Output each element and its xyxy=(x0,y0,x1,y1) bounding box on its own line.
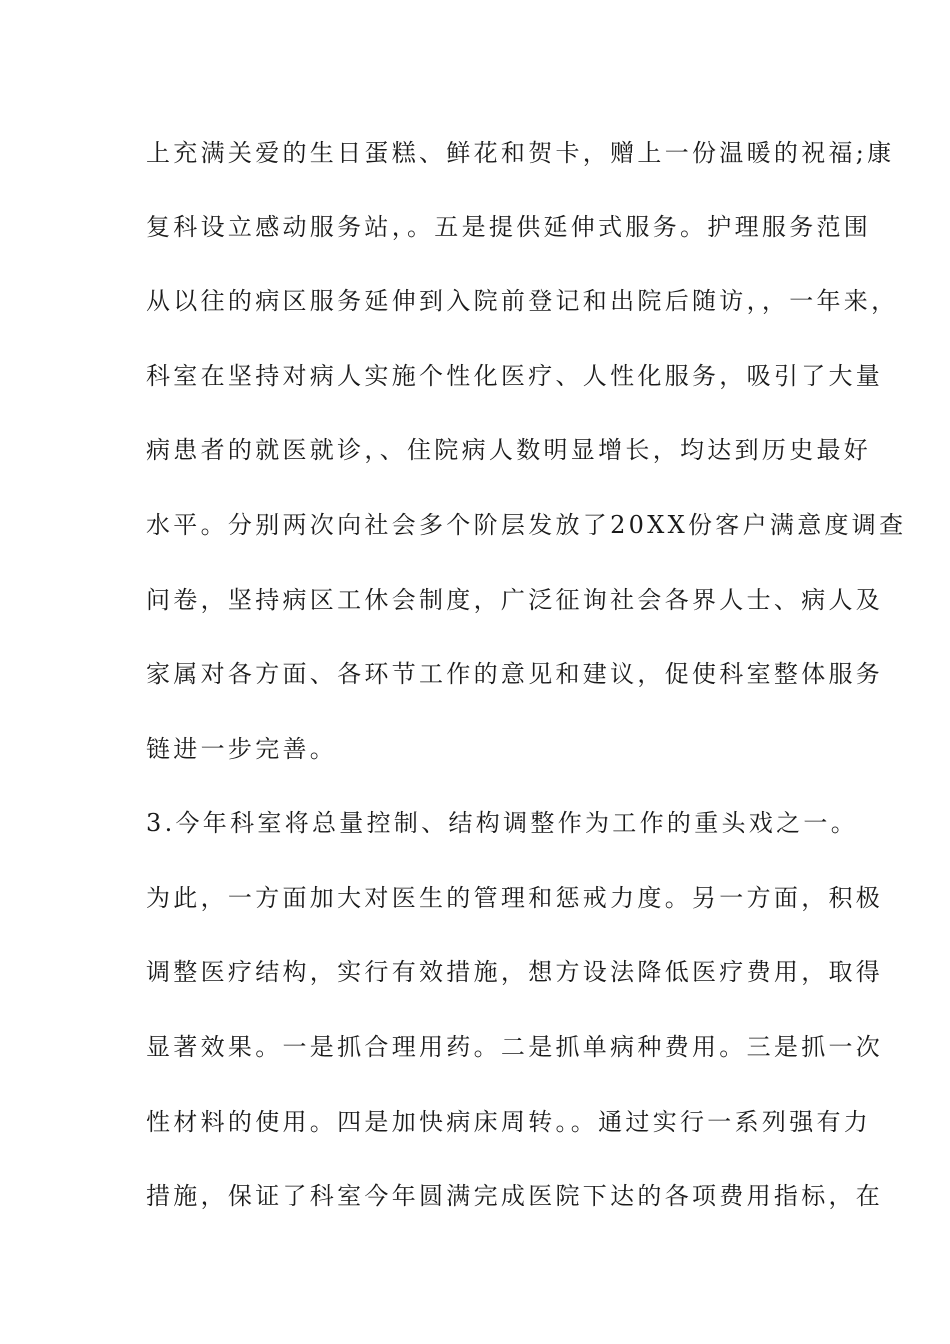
text-line: 上充满关爱的生日蛋糕、鲜花和贺卡，赠上一份温暖的祝福;康 xyxy=(146,139,895,167)
text-line: 科室在坚持对病人实施个性化医疗、人性化服务，吸引了大量 xyxy=(146,362,884,390)
text-line: 性材料的使用。四是加快病床周转。。通过实行一系列强有力 xyxy=(146,1108,872,1136)
text-line: 复科设立感动服务站，。五是提供延伸式服务。护理服务范围 xyxy=(146,213,872,241)
text-line: 从以往的病区服务延伸到入院前登记和出院后随访，，一年来， xyxy=(146,287,899,315)
text-line: 显著效果。一是抓合理用药。二是抓单病种费用。三是抓一次 xyxy=(146,1033,884,1061)
text-line: 水平。分别两次向社会多个阶层发放了20XX份客户满意度调查 xyxy=(146,511,907,539)
text-line: 调整医疗结构，实行有效措施，想方设法降低医疗费用，取得 xyxy=(146,958,884,986)
text-line: 为此，一方面加大对医生的管理和惩戒力度。另一方面，积极 xyxy=(146,884,884,912)
text-line: 措施，保证了科室今年圆满完成医院下达的各项费用指标，在 xyxy=(146,1182,884,1210)
text-line: 家属对各方面、各环节工作的意见和建议，促使科室整体服务 xyxy=(146,660,884,688)
text-line: 问卷，坚持病区工休会制度，广泛征询社会各界人士、病人及 xyxy=(146,586,884,614)
text-line: 病患者的就医就诊，、住院病人数明显增长，均达到历史最好 xyxy=(146,436,872,464)
section-heading: 3.今年科室将总量控制、结构调整作为工作的重头戏之一。 xyxy=(146,809,858,837)
text-line: 链进一步完善。 xyxy=(146,735,338,763)
